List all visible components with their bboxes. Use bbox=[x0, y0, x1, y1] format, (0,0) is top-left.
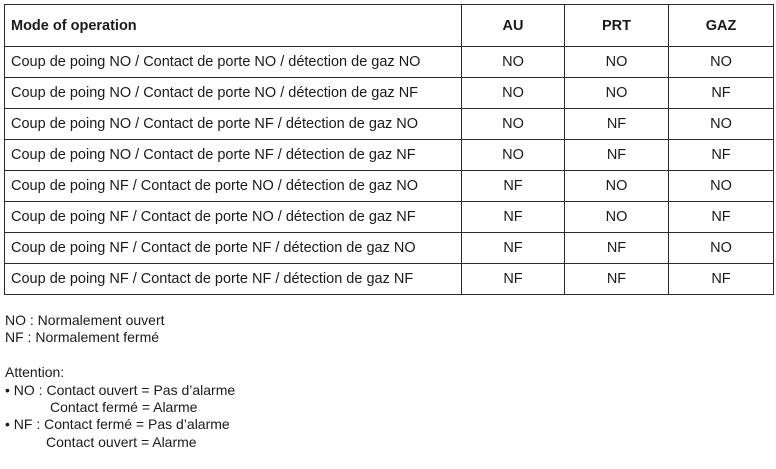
table-row bbox=[5, 264, 774, 295]
gaz-cell: NF bbox=[669, 78, 774, 109]
au-cell: NO bbox=[462, 78, 565, 109]
attention-no-line-1: • NO : Contact ouvert = Pas d’alarme bbox=[5, 381, 236, 398]
prt-cell: NO bbox=[565, 78, 669, 109]
table-row bbox=[5, 140, 774, 171]
legend-nf: NF : Normalement fermé bbox=[5, 329, 160, 346]
prt-cell: NF bbox=[565, 140, 669, 171]
au-cell: NO bbox=[462, 140, 565, 171]
prt-cell: NF bbox=[565, 233, 669, 264]
prt-cell: NO bbox=[565, 171, 669, 202]
prt-cell: NF bbox=[565, 264, 669, 295]
header-prt: PRT bbox=[565, 5, 669, 47]
mode-cell: Coup de poing NF / Contact de porte NF / détection de gaz NF bbox=[5, 264, 462, 295]
gaz-cell: NO bbox=[669, 109, 774, 140]
table-row bbox=[5, 47, 774, 78]
au-cell: NO bbox=[462, 109, 565, 140]
table-row bbox=[5, 202, 774, 233]
au-cell: NF bbox=[462, 233, 565, 264]
mode-cell: Coup de poing NO / Contact de porte NO / détection de gaz NF bbox=[5, 78, 462, 109]
mode-cell: Coup de poing NF / Contact de porte NO / détection de gaz NO bbox=[5, 171, 462, 202]
table-row bbox=[5, 109, 774, 140]
au-cell: NF bbox=[462, 171, 565, 202]
mode-cell: Coup de poing NO / Contact de porte NO / détection de gaz NO bbox=[5, 47, 462, 78]
mode-cell: Coup de poing NO / Contact de porte NF / détection de gaz NO bbox=[5, 109, 462, 140]
gaz-cell: NO bbox=[669, 47, 774, 78]
notes-section bbox=[5, 312, 235, 451]
spacer bbox=[5, 347, 235, 364]
prt-cell: NF bbox=[565, 109, 669, 140]
au-cell: NF bbox=[462, 202, 565, 233]
attention-no-line-2: Contact fermé = Alarme bbox=[50, 398, 198, 415]
prt-cell: NO bbox=[565, 47, 669, 78]
table-header-row bbox=[5, 5, 774, 47]
legend-no: NO : Normalement ouvert bbox=[5, 312, 165, 328]
attention-nf-line-1: • NF : Contact fermé = Pas d’alarme bbox=[5, 416, 230, 433]
attention-title: Attention: bbox=[5, 364, 65, 381]
au-cell: NO bbox=[462, 47, 565, 78]
mode-cell: Coup de poing NF / Contact de porte NO / détection de gaz NF bbox=[5, 202, 462, 233]
prt-cell: NO bbox=[565, 202, 669, 233]
gaz-cell: NF bbox=[669, 140, 774, 171]
mode-cell: Coup de poing NF / Contact de porte NF / détection de gaz NO bbox=[5, 233, 462, 264]
operation-mode-table bbox=[4, 4, 774, 295]
table-row bbox=[5, 78, 774, 109]
au-cell: NF bbox=[462, 264, 565, 295]
header-gaz: GAZ bbox=[669, 5, 774, 47]
attention-nf-line-2: Contact ouvert = Alarme bbox=[46, 433, 197, 450]
header-mode-of-operation: Mode of operation bbox=[5, 5, 462, 47]
gaz-cell: NO bbox=[669, 171, 774, 202]
header-au: AU bbox=[462, 5, 565, 47]
table-row bbox=[5, 171, 774, 202]
table-row bbox=[5, 233, 774, 264]
gaz-cell: NF bbox=[669, 202, 774, 233]
mode-cell: Coup de poing NO / Contact de porte NF / détection de gaz NF bbox=[5, 140, 462, 171]
gaz-cell: NF bbox=[669, 264, 774, 295]
gaz-cell: NO bbox=[669, 233, 774, 264]
